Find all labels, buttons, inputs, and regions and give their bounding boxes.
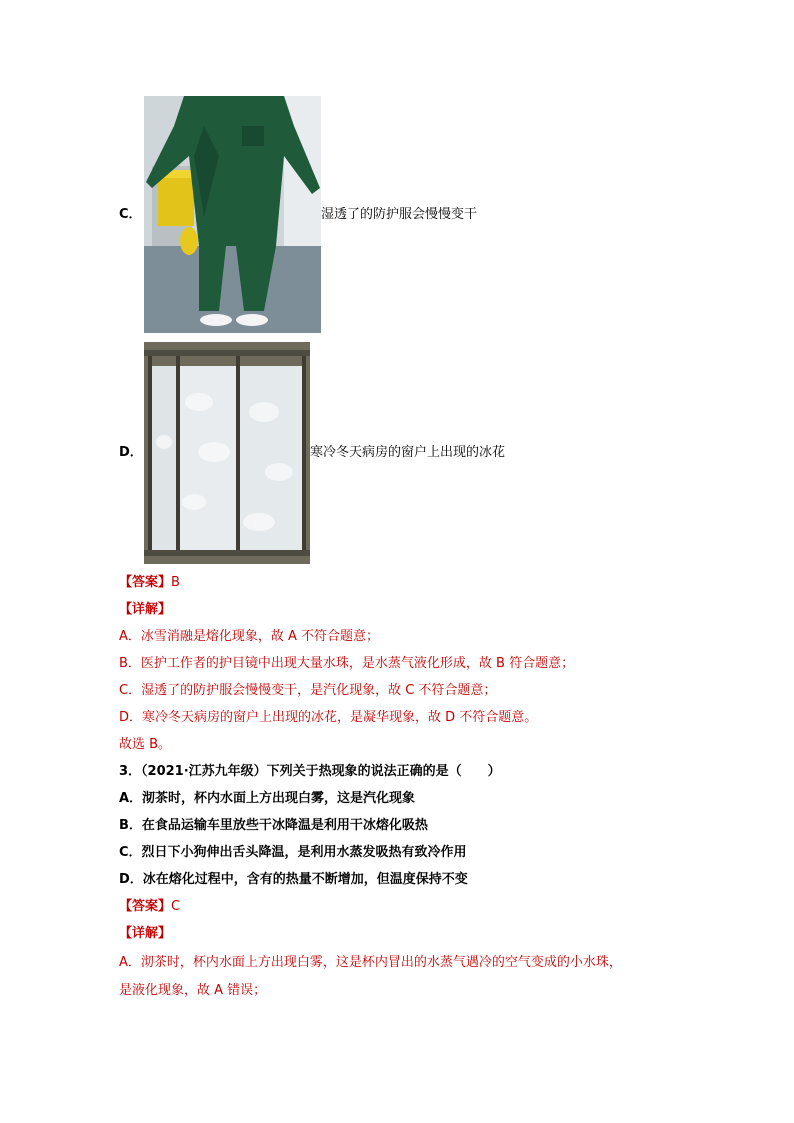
q3-answer-line bbox=[119, 897, 180, 917]
q2-detail-line: D．寒冷冬天病房的窗户上出现的冰花，是凝华现象，故 D 不符合题意。 bbox=[119, 710, 538, 725]
frosted-window-illustration bbox=[144, 342, 310, 564]
option-c-letter: C． bbox=[119, 207, 142, 222]
q2-detail-line: C．湿透了的防护服会慢慢变干，是汽化现象，故 C 不符合题意； bbox=[119, 683, 497, 698]
option-c-text: 湿透了的防护服会慢慢变干 bbox=[321, 207, 478, 222]
q3-option-d: D．冰在熔化过程中，含有的热量不断增加，但温度保持不变 bbox=[119, 872, 468, 887]
option-d-text: 寒冷冬天病房的窗户上出现的冰花 bbox=[310, 445, 506, 460]
q2-detail-line: B．医护工作者的护目镜中出现大量水珠，是水蒸气液化形成，故 B 符合题意； bbox=[119, 656, 575, 671]
protective-suit-illustration bbox=[144, 96, 321, 333]
q3-detail-label: 【详解】 bbox=[119, 926, 172, 941]
q3-detail-line: A．沏茶时，杯内水面上方出现白雾，这是杯内冒出的水蒸气遇冷的空气变成的小水珠， bbox=[119, 955, 622, 970]
protective-suit-photo bbox=[144, 96, 321, 333]
answer-label: 【答案】 bbox=[119, 899, 172, 914]
answer-label: 【答案】 bbox=[119, 575, 172, 590]
answer-value: C bbox=[171, 899, 181, 914]
q2-answer-line bbox=[119, 573, 180, 593]
q2-detail-label: 【详解】 bbox=[119, 602, 172, 617]
q3-option-a: A．沏茶时，杯内水面上方出现白雾，这是汽化现象 bbox=[119, 791, 416, 806]
frosted-window-photo bbox=[144, 342, 310, 564]
answer-value: B bbox=[171, 575, 180, 590]
option-d-letter: D． bbox=[119, 445, 143, 460]
q3-stem: 3．（2021·江苏九年级）下列关于热现象的说法正确的是（ ） bbox=[119, 764, 501, 779]
q3-option-b: B．在食品运输车里放些干冰降温是利用干冰熔化吸热 bbox=[119, 818, 428, 833]
q3-option-c: C．烈日下小狗伸出舌头降温，是利用水蒸发吸热有致冷作用 bbox=[119, 845, 467, 860]
q2-detail-line: A．冰雪消融是熔化现象，故 A 不符合题意； bbox=[119, 629, 380, 644]
q3-detail-line: 是液化现象，故 A 错误； bbox=[119, 983, 267, 998]
q2-conclusion: 故选 B。 bbox=[119, 737, 172, 752]
